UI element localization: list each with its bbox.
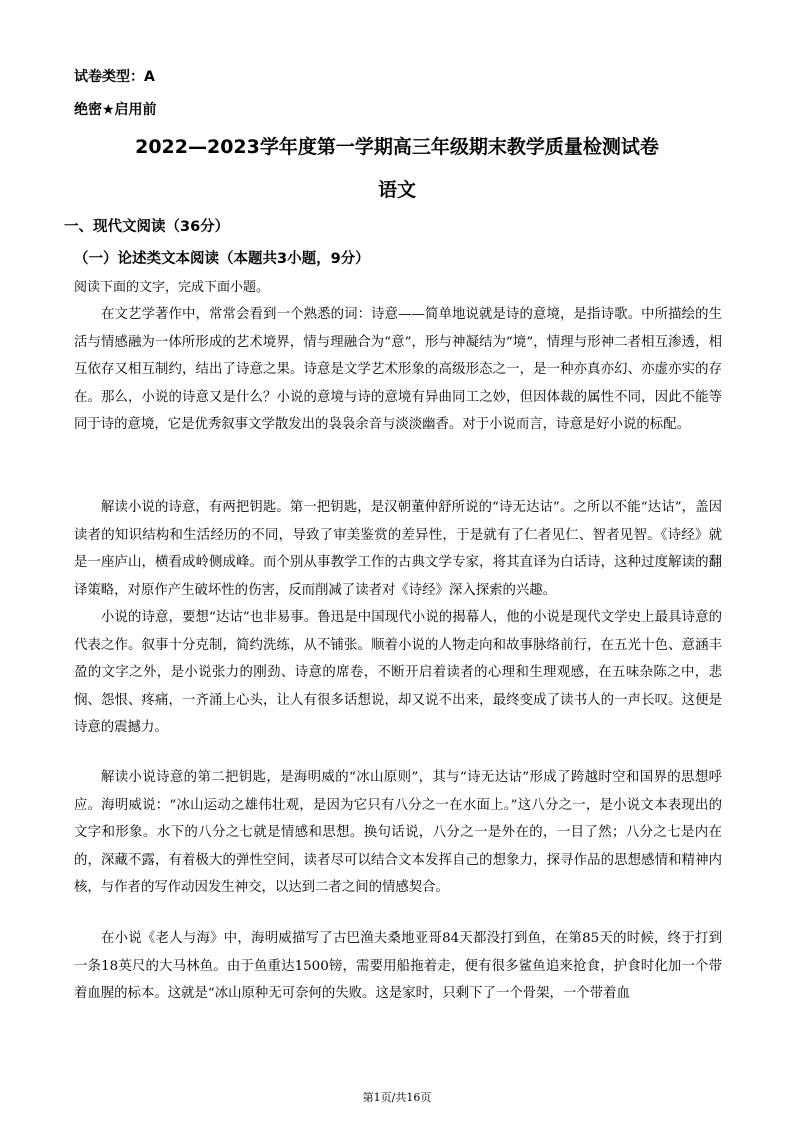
paragraph-5: 在小说《老人与海》中，海明威描写了古巴渔夫桑地亚哥84天都没打到鱼，在第85天的时候，终于打到一条18英尺的大马林鱼。由于鱼重达1500镑，需要用船拖着走，便有很多鲨鱼追来抢食，护食时化加一个带着血腥的标本。这就是“冰山原种无可奈何的失败。这是家时，只剩下了一个骨架，一个带着血 bbox=[74, 931, 722, 1002]
paragraph-4: 解读小说诗意的第二把钥匙，是海明威的“冰山原则”，其与“诗无达诂”形成了跨越时空和国界的思想呼应。海明威说：“冰山运动之雄伟壮观，是因为它只有八分之一在水面上。”这八分之一，是小说文本表现出的文字和形象。水下的八分之七就是情感和思想。换句话说，八分之一是外在的，一目了然；八分之七是内在的，深藏不露，有着极大的弹性空间，读者尽可以结合文本发挥自己的想象力，探寻作品的思想感情和精神内核，与作者的写作动因发生神交，以达到二者之间的情感契合。 bbox=[74, 770, 722, 896]
paragraph-2: 解读小说的诗意，有两把钥匙。第一把钥匙，是汉朝董仲舒所说的“诗无达诂”。之所以不能“达诂”，盖因读者的知识结构和生活经历的不同，导致了审美鉴赏的差异性，于是就有了仁者见仁、智者见智。《诗经》就是一座庐山，横看成岭侧成峰。而个别从事教学工作的古典文学专家，将其直译为白话诗，这种过度解读的翻译策略，对原作产生破坏性的伤害，反而削减了读者对《诗经》深入探索的兴趣。 bbox=[74, 500, 722, 598]
section-heading: 一、现代文阅读（36分） bbox=[64, 219, 230, 235]
confidential-label: 绝密★启用前 bbox=[74, 102, 157, 118]
page-number: 第1页/共16页 bbox=[362, 1091, 432, 1104]
paragraph-1: 在文艺学著作中，常常会看到一个熟悉的词：诗意——简单地说就是诗的意境，是指诗歌。中所描绘的生活与情感融为一体所形成的艺术境界，情与理融合为“意”，形与神凝结为“境”，情理与形神二者相互渗透，相互依存又相互制约，结出了诗意之果。诗意是文学艺术形象的高级形态之一，是一种亦真亦幻、亦虚亦实的存在。那么，小说的诗意又是什么？小说的意境与诗的意境有异曲同工之妙，但因体裁的属性不同，因此不能等同于诗的意境，它是优秀叙事文学散发出的袅袅余音与淡淡幽香。对于小说而言，诗意是好小说的标配。 bbox=[74, 307, 722, 433]
exam-title: 2022—2023学年度第一学期高三年级期末教学质量检测试卷 bbox=[135, 136, 659, 158]
paper-type-label: 试卷类型：A bbox=[74, 69, 155, 85]
section-subheading: （一）论述类文本阅读（本题共3小题，9分） bbox=[74, 251, 370, 267]
subject-title: 语文 bbox=[377, 179, 416, 201]
paragraph-3: 小说的诗意，要想“达诂”也非易事。鲁迅是中国现代小说的揭幕人，他的小说是现代文学史上最具诗意的代表之作。叙事十分克制，简约洗练，从不铺张。顺着小说的人物走向和故事脉络前行，在五光十色、意涵丰盈的文字之外，是小说张力的刚劲、诗意的席卷，不断开启着读者的心理和生理观感，在五味杂陈之中，悲悯、怨恨、疼痛，一齐涌上心头，让人有很多话想说，却又说不出来，最终变成了读书人的一声长叹。这便是诗意的震撼力。 bbox=[74, 610, 722, 736]
reading-instruction: 阅读下面的文字，完成下面小题。 bbox=[74, 280, 270, 295]
